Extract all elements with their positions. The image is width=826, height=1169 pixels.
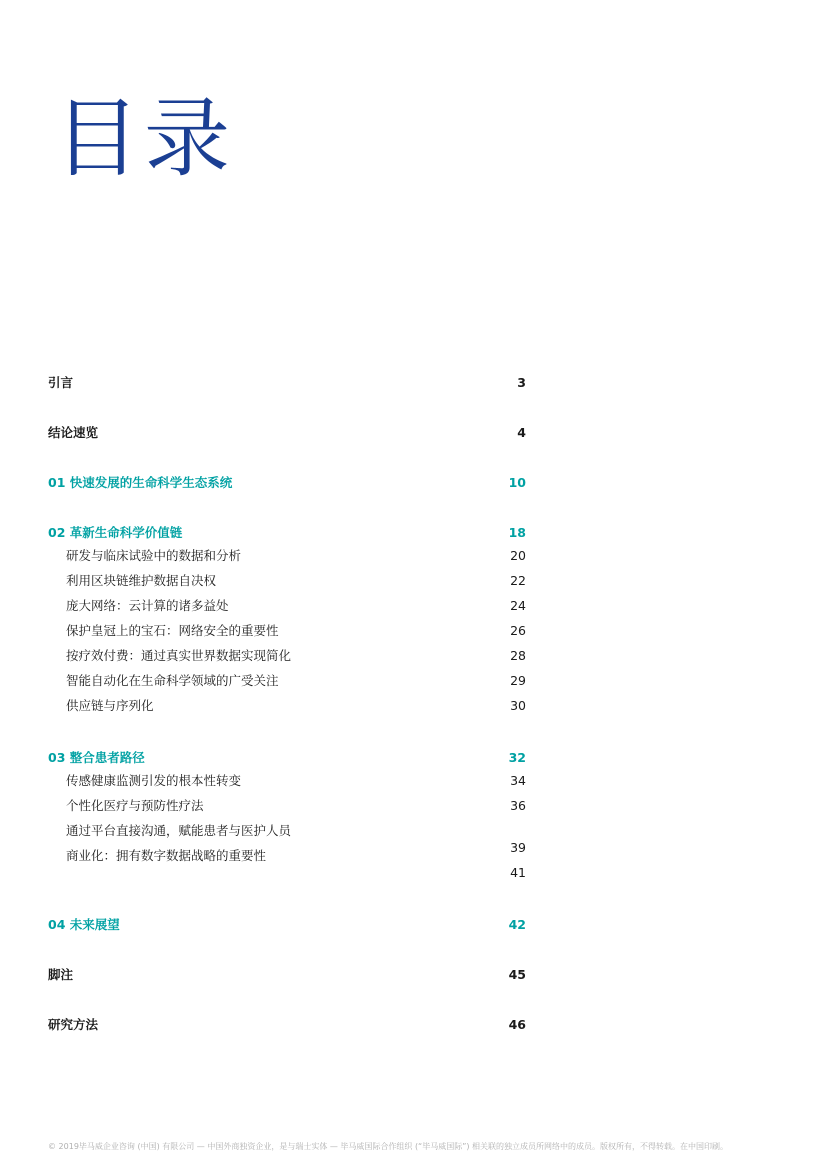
toc-page: 32 — [508, 750, 526, 765]
toc-chapter-04[interactable] — [48, 915, 526, 933]
toc-label: 供应链与序列化 — [66, 698, 154, 713]
toc-page: 26 — [510, 623, 526, 638]
toc-label: 传感健康监测引发的根本性转变 — [66, 773, 242, 788]
toc-page: 24 — [510, 598, 526, 613]
toc-label: 个性化医疗与预防性疗法 — [66, 798, 204, 813]
toc-chapter-01[interactable] — [48, 473, 526, 491]
toc-subentry[interactable] — [66, 821, 526, 839]
toc-label: 04 未来展望 — [48, 917, 120, 932]
toc-label: 02 革新生命科学价值链 — [48, 525, 183, 540]
toc-chapter-02[interactable] — [48, 523, 526, 541]
toc-subentry[interactable] — [66, 596, 526, 614]
toc-subentry[interactable] — [66, 621, 526, 639]
copyright-footer: © 2019毕马威企业咨询 (中国) 有限公司 — 中国外商独资企业，是与瑞士实体 — 毕马威国际合作组织 (“毕马威国际”) 相关联的独立成员所网络中的成员。版权所有，不得转载。在中国印刷。 — [48, 1142, 729, 1151]
toc-label: 按疗效付费：通过真实世界数据实现简化 — [66, 648, 292, 663]
toc-entry-methodology[interactable] — [48, 1015, 526, 1033]
toc-page: 42 — [508, 917, 526, 932]
toc-entry-footnotes[interactable] — [48, 965, 526, 983]
toc-chapter-03[interactable] — [48, 748, 526, 766]
toc-subentry[interactable] — [66, 646, 526, 664]
toc-page: 18 — [508, 525, 526, 540]
toc-label: 研究方法 — [48, 1017, 99, 1032]
toc-label: 引言 — [48, 375, 74, 390]
toc-page: 10 — [508, 475, 526, 490]
toc-label: 庞大网络：云计算的诸多益处 — [66, 598, 229, 613]
toc-label: 利用区块链维护数据自决权 — [66, 573, 217, 588]
toc-subentry[interactable] — [66, 546, 526, 564]
toc-page: 46 — [508, 1017, 526, 1032]
toc-entry-intro[interactable] — [48, 373, 526, 391]
toc-page: 28 — [510, 648, 526, 663]
toc-page: 3 — [517, 375, 526, 390]
toc-subentry[interactable] — [66, 771, 526, 789]
toc-subentry[interactable] — [66, 696, 526, 714]
toc-page: 29 — [510, 673, 526, 688]
toc-subentry[interactable] — [66, 846, 526, 864]
toc-label: 01 快速发展的生命科学生态系统 — [48, 475, 233, 490]
toc-page: 22 — [510, 573, 526, 588]
toc-subentry[interactable] — [66, 796, 526, 814]
toc-page: 20 — [510, 548, 526, 563]
toc-label: 保护皇冠上的宝石：网络安全的重要性 — [66, 623, 279, 638]
toc-label: 结论速览 — [48, 425, 99, 440]
toc-page: 39 — [510, 840, 526, 855]
toc-page: 41 — [510, 865, 526, 880]
toc-page: 30 — [510, 698, 526, 713]
toc-label: 智能自动化在生命科学领域的广受关注 — [66, 673, 279, 688]
toc-label: 03 整合患者路径 — [48, 750, 145, 765]
toc-label: 通过平台直接沟通，赋能患者与医护人员 — [66, 823, 292, 838]
toc-subentry[interactable] — [66, 671, 526, 689]
toc-page: 34 — [510, 773, 526, 788]
toc-page: 45 — [508, 967, 526, 982]
toc-label: 研发与临床试验中的数据和分析 — [66, 548, 242, 563]
toc-label: 脚注 — [48, 967, 74, 982]
toc-page: 4 — [517, 425, 526, 440]
toc-subentry[interactable] — [66, 571, 526, 589]
toc-entry-summary[interactable] — [48, 423, 526, 441]
toc-label: 商业化：拥有数字数据战略的重要性 — [66, 848, 267, 863]
toc-page: 36 — [510, 798, 526, 813]
page-title: 目录 — [54, 89, 234, 189]
